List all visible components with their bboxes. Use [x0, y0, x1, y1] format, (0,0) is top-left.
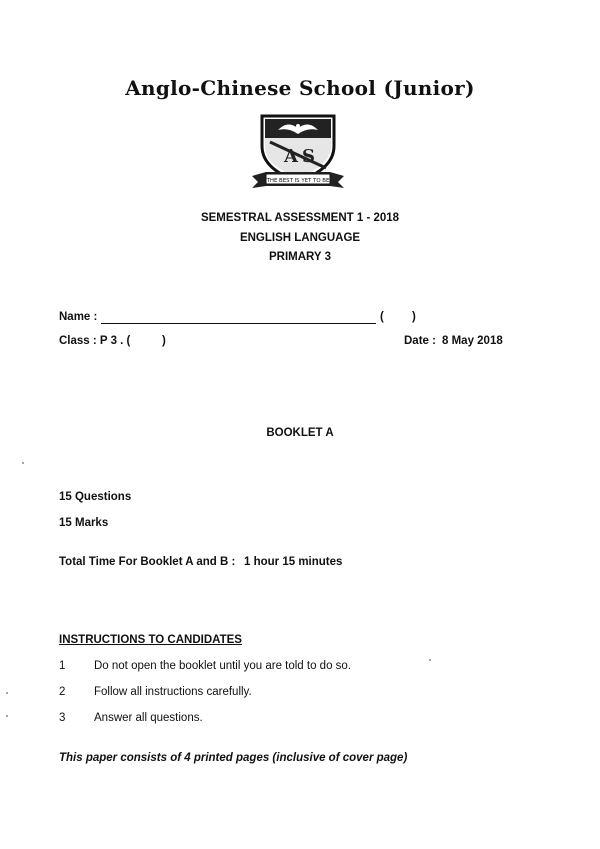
- instructions-title: INSTRUCTIONS TO CANDIDATES: [59, 634, 242, 646]
- instruction-text: Follow all instructions carefully.: [94, 686, 252, 698]
- name-label: Name :: [59, 311, 98, 323]
- booklet-title: BOOKLET A: [266, 427, 334, 439]
- total-time-label: Total Time For Booklet A and B :: [59, 556, 236, 568]
- instruction-number: 2: [59, 686, 66, 698]
- page-count-note: This paper consists of 4 printed pages (inclusive of cover page): [59, 752, 408, 764]
- scan-speck: [6, 692, 8, 694]
- scan-speck: [6, 715, 8, 717]
- questions-count: 15 Questions: [59, 491, 132, 503]
- marks-count: 15 Marks: [59, 517, 109, 529]
- school-name: Anglo-Chinese School (Junior): [125, 76, 475, 100]
- subject-title: ENGLISH LANGUAGE: [239, 232, 361, 244]
- class-label: Class : P 3 . (: [59, 335, 131, 347]
- index-close-bracket: ): [412, 311, 416, 323]
- instruction-text: Answer all questions.: [94, 712, 203, 724]
- school-crest-logo: [248, 112, 348, 192]
- class-close-bracket: ): [162, 335, 166, 347]
- date-value: 8 May 2018: [442, 335, 503, 347]
- assessment-title: SEMESTRAL ASSESSMENT 1 - 2018: [200, 212, 400, 224]
- scan-speck: [429, 659, 431, 661]
- svg-text:A: A: [284, 146, 298, 167]
- instruction-number: 1: [59, 660, 66, 672]
- name-line[interactable]: [101, 323, 376, 324]
- index-open-bracket: (: [380, 311, 384, 323]
- scan-speck: [22, 462, 24, 464]
- instruction-number: 3: [59, 712, 66, 724]
- svg-text:S: S: [302, 146, 315, 167]
- level-title: PRIMARY 3: [269, 251, 331, 263]
- total-time-value: 1 hour 15 minutes: [244, 556, 343, 568]
- date-label: Date :: [404, 335, 436, 347]
- instruction-text: Do not open the booklet until you are told to do so.: [94, 660, 352, 672]
- motto-text: THE BEST IS YET TO BE: [266, 178, 330, 184]
